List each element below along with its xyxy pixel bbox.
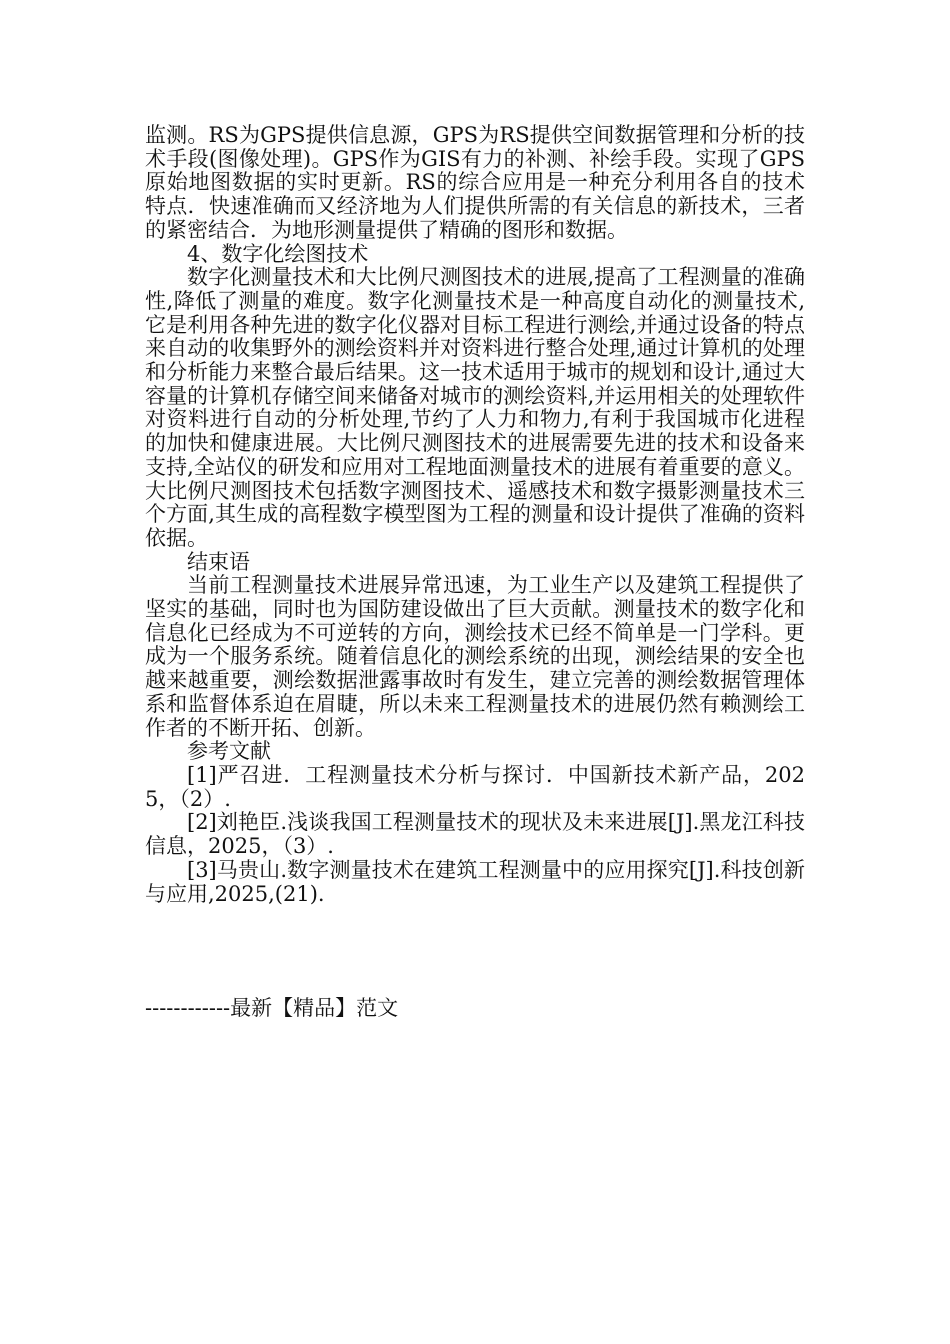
section-heading-conclusion: 结束语 [187,549,250,574]
paragraph-conclusion: 当前工程测量技术进展异常迅速，为工业生产以及建筑工程提供了坚实的基础，同时也为国防建设做出了巨大贡献。测量技术的数字化和信息化已经成为不可逆转的方向，测绘技术已经不简单是一门学科。更成为一个服务系统。随着信息化的测绘系统的出现，测绘结果的安全也越来越重要，测绘数据泄露事故时有发生，建立完善的测绘数据管理体系和监督体系迫在眉睫，所以未来工程测量技术的进展仍然有赖测绘工作者的不断开拓、创新。 [145,573,805,740]
reference-item-1: [1]严召进．工程测量技术分析与探讨．中国新技术新产品，2025，（2）. [145,762,805,811]
paragraph-gps-rs-gis: 监测。RS为GPS提供信息源，GPS为RS提供空间数据管理和分析的技术手段(图像处理)。GPS作为GIS有力的补测、补绘手段。实现了GPS原始地图数据的实时更新。RS的综合应用是一种充分利用各自的技术特点．快速准确而又经济地为人们提供所需的有关信息的新技术，三者的紧密结合．为地形测量提供了精确的图形和数据。 [145,123,805,242]
section-heading-references: 参考文献 [187,739,271,764]
reference-item-2: [2]刘艳臣.浅谈我国工程测量技术的现状及未来进展[J].黑龙江科技信息，2025，（3）. [145,810,805,859]
section-heading-digital-mapping: 4、数字化绘图技术 [187,241,369,266]
paragraph-digital-mapping: 数字化测量技术和大比例尺测图技术的进展,提高了工程测量的准确性,降低了测量的难度。数字化测量技术是一种高度自动化的测量技术,它是利用各种先进的数字化仪器对目标工程进行测绘,并通过设备的特点来自动的收集野外的测绘资料并对资料进行整合处理,通过计算机的处理和分析能力来整合最后结果。这一技术适用于城市的规划和设计,通过大容量的计算机存储空间来储备对城市的测绘资料,并运用相关的处理软件对资料进行自动的分析处理,节约了人力和物力,有利于我国城市化进程的加快和健康进展。大比例尺测图技术的进展需要先进的技术和设备来支持,全站仪的研发和应用对工程地面测量技术的进展有着重要的意义。大比例尺测图技术包括数字测图技术、遥感技术和数字摄影测量技术三个方面,其生成的高程数字模型图为工程的测量和设计提供了准确的资料依据。 [145,265,805,550]
reference-item-3: [3]马贵山.数字测量技术在建筑工程测量中的应用探究[J].科技创新与应用,2025,(21). [145,857,805,906]
document-body [145,124,805,906]
page-footer: ------------最新【精品】范文 [145,996,399,1020]
